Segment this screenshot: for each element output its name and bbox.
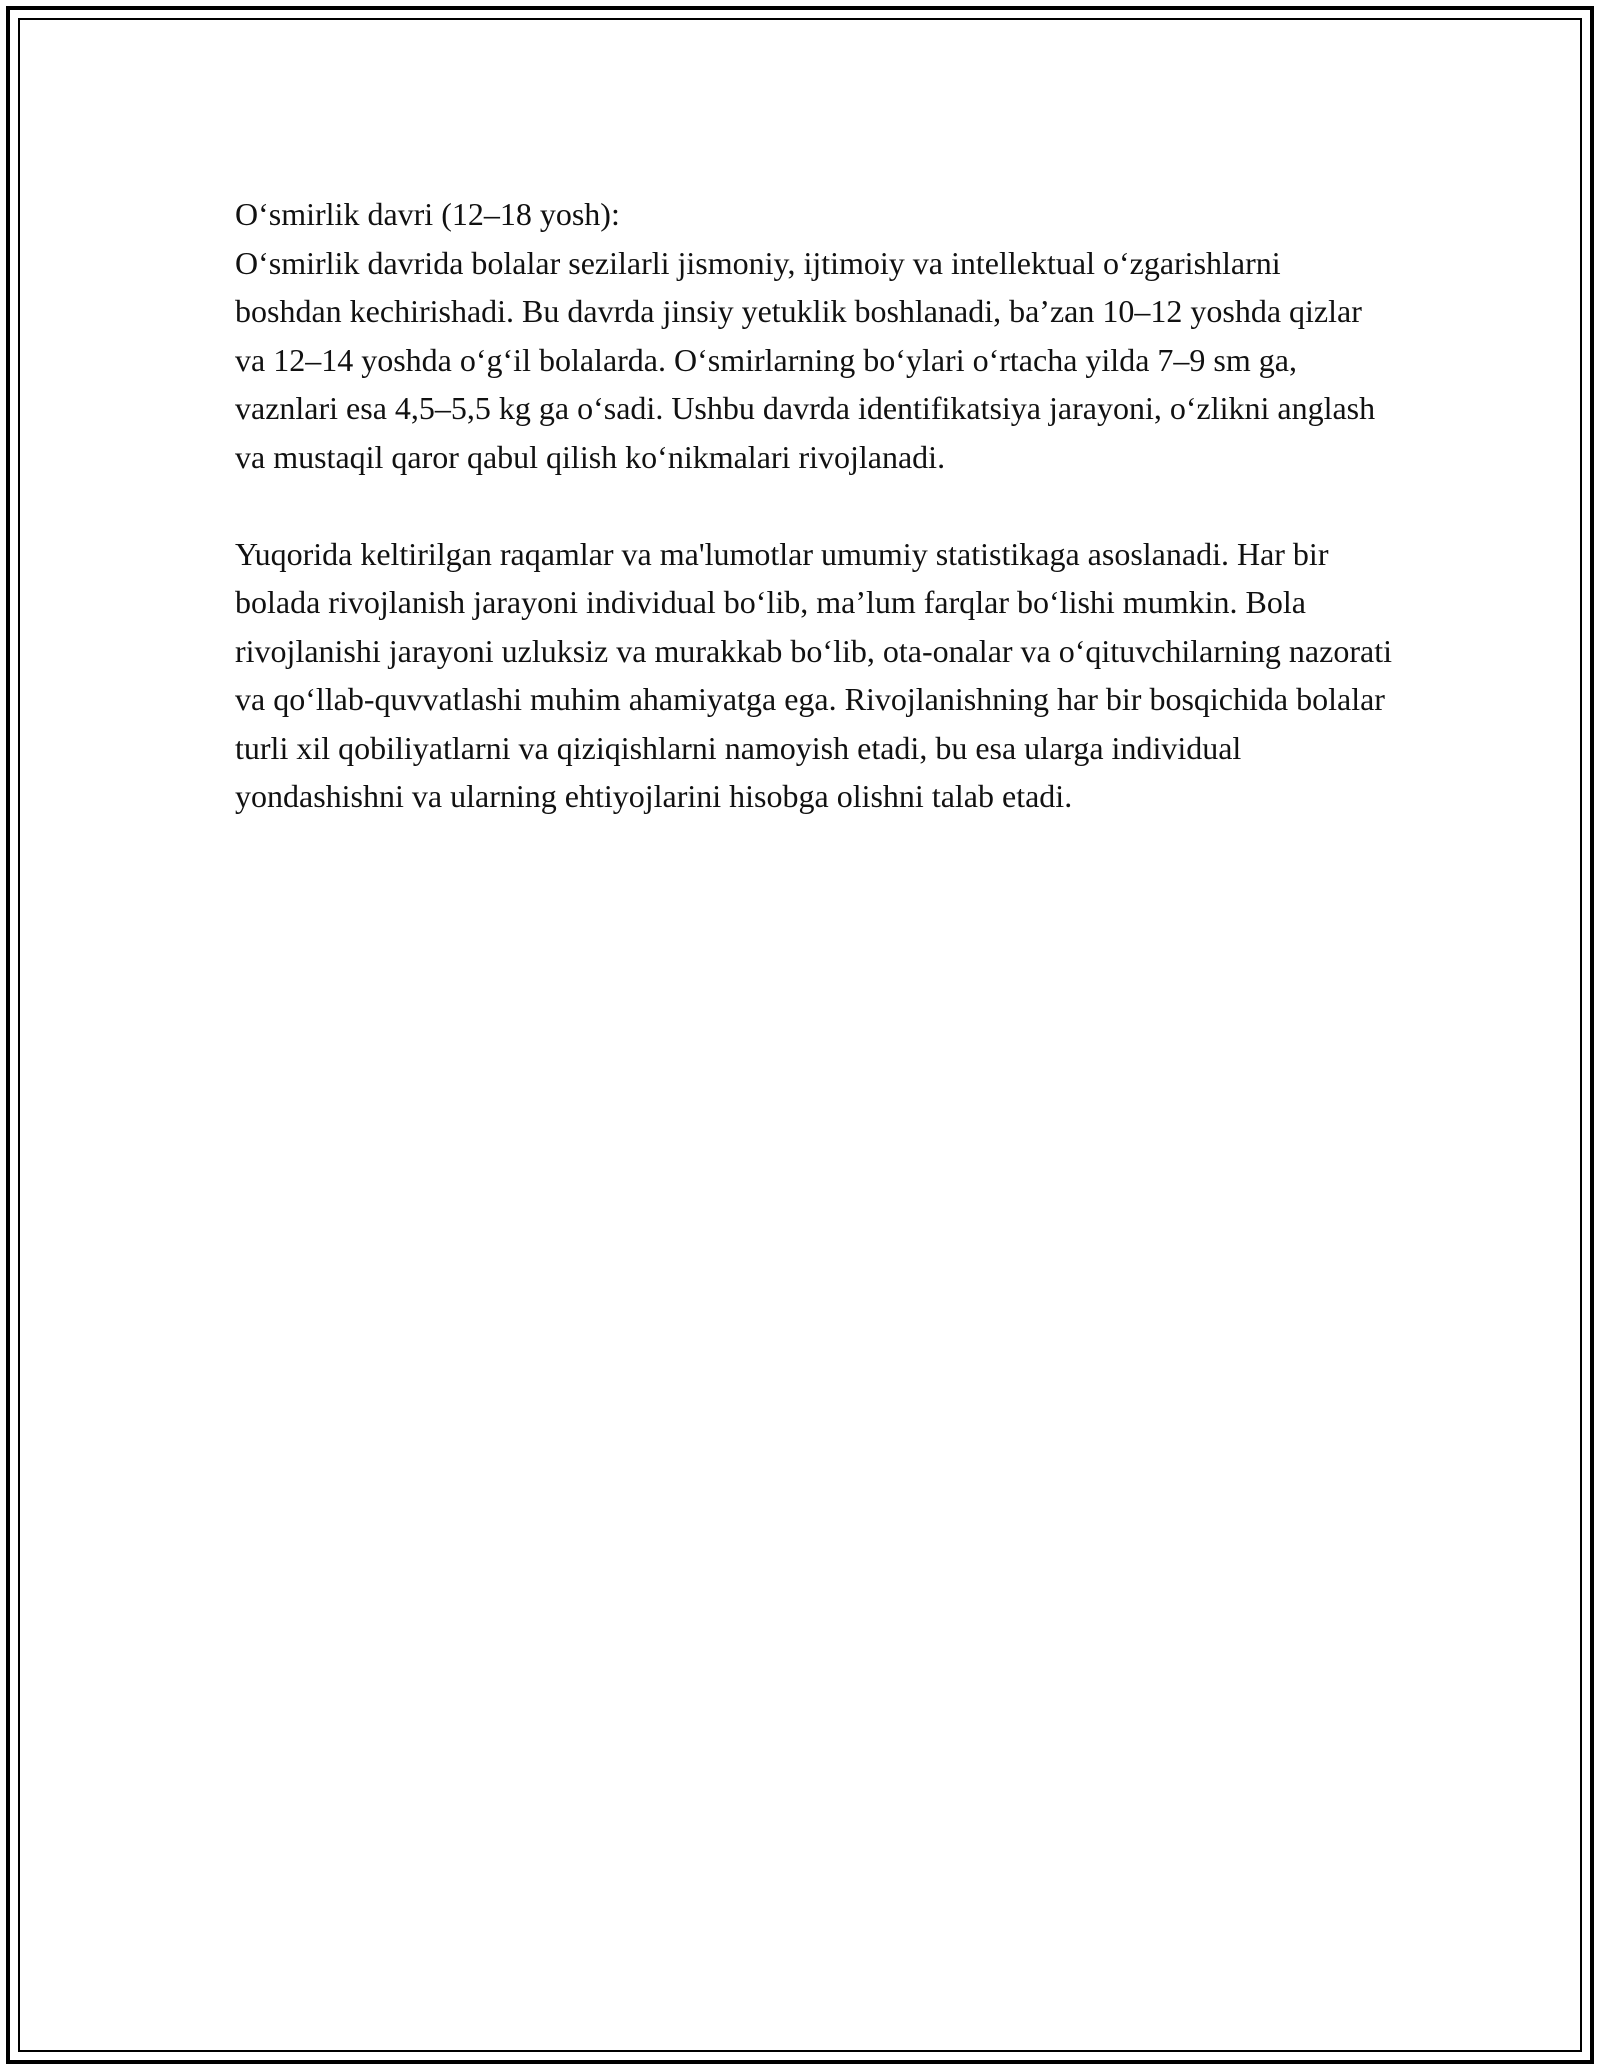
paragraph-summary: Yuqorida keltirilgan raqamlar va ma'lumotlar umumiy statistikaga asoslanadi. Har bir bolada rivojlanish jarayoni individual bo‘lib, ma’lum farqlar bo‘lishi mumkin. Bola rivojlanishi jarayoni uzluksiz va murakkab bo‘lib, ota-onalar va o‘qituvchilarning nazorati va qo‘llab-quvvatlashi muhim ahamiyatga ega. Rivojlanishning har bir bosqichida bolalar turli xil qobiliyatlarni va qiziqishlarni namoyish etadi, bu esa ularga individual yondashishni va ularning ehtiyojlarini hisobga olishni talab etadi. (235, 535, 1392, 814)
section-heading: O‘smirlik davri (12–18 yosh): (235, 196, 620, 232)
paragraph-adolescence: O‘smirlik davrida bolalar sezilarli jismoniy, ijtimoiy va intellektual o‘zgarishlarni boshdan kechirishadi. Bu davrda jinsiy yetuklik boshlanadi, ba’zan 10–12 yoshda qizlar va 12–14 yoshda o‘g‘il bolalarda. O‘smirlarning bo‘ylari o‘rtacha yilda 7–9 sm ga, vaznlari esa 4,5–5,5 kg ga o‘sadi. Ushbu davrda identifikatsiya jarayoni, o‘zlikni anglash va mustaqil qaror qabul qilish ko‘nikmalari rivojlanadi. (235, 244, 1376, 475)
document-body (235, 190, 1395, 821)
